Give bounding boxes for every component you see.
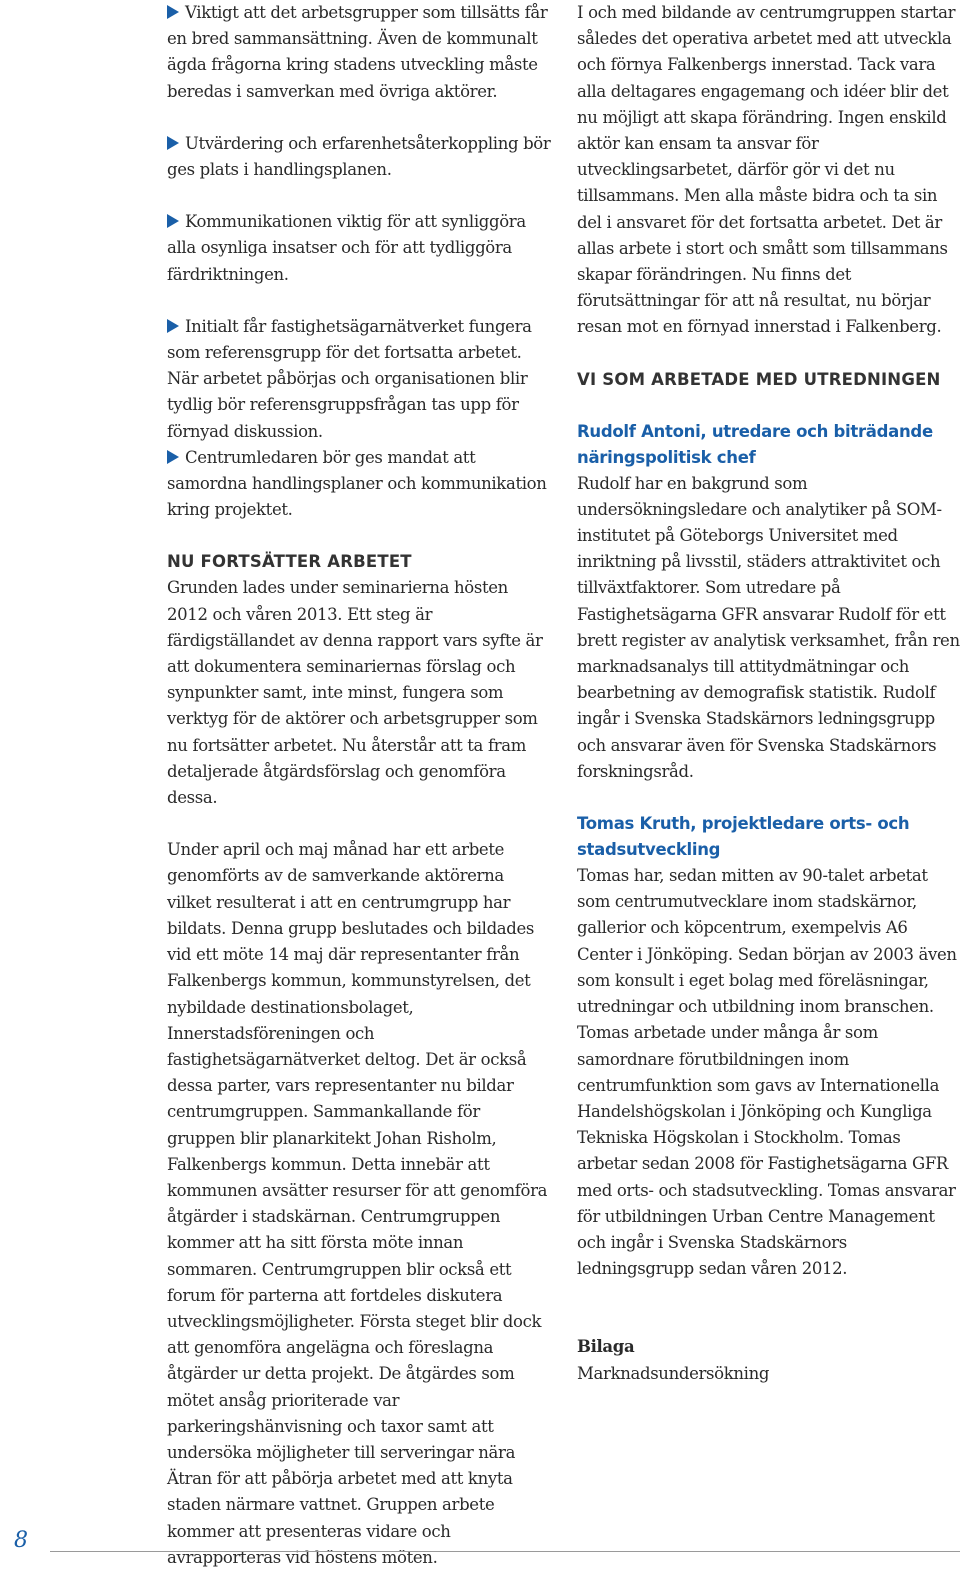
triangle-bullet-icon — [167, 214, 179, 228]
section-heading: NU FORTSÄTTER ARBETET — [167, 552, 412, 572]
bullet-item — [167, 314, 552, 445]
bullet-item — [167, 209, 552, 288]
body-paragraph: Under april och maj månad har ett arbete genomförts av de samverkande aktörerna vilket resulterat i att en centrumgrupp har bildats. Denna grupp beslutades och bildades vid ett möte 14 maj där representanter från Falkenbergs kommun, kommunstyrelsen, det nybildade destinationsbolaget, Innerstadsföreningen och fastighetsägarnätverket deltog. Det är också dessa parter, vars representanter nu bildar centrumgruppen. Sammankallande för gruppen blir planarkitekt Johan Risholm, Falkenbergs kommun. Detta innebär att kommunen avsätter resurser för att genomföra åtgärder i stadskärnan. Centrumgruppen kommer att ha sitt första möte innan sommaren. Centrumgruppen blir också ett forum för parterna att fortdeles diskutera utvecklingsmöjligheter. Första steget blir dock att genomföra angelägna och föreslagna åtgärder ur detta projekt. De åtgärdes som mötet ansåg prioriterade var parkeringshänvisning och taxor samt att undersöka möjligheter till serveringar nära Ätran för att påbörja arbetet med att knyta staden närmare vattnet. Gruppen arbete kommer att presenteras vidare och avrapporteras vid höstens möten. — [167, 840, 548, 1567]
body-paragraph: I och med bildande av centrumgruppen startar således det operativa arbetet med att utveckla och förnya Falkenbergs innerstad. Tack vara alla deltagares engagemang och idéer blir det nu möjligt att skapa förändring. Ingen enskild aktör kan ensam ta ansvar för utvecklingsarbetet, därför gör vi det nu tillsammans. Men alla måste bidra och ta sin del i ansvaret för det fortsatta arbetet. Det är allas arbete i stort och smått som tillsammans skapar förändringen. Nu finns det förutsättningar för att nå resultat, nu börjar resan mot en förnyad innerstad i Falkenberg. — [577, 3, 956, 337]
bullet-item — [167, 0, 552, 105]
triangle-bullet-icon — [167, 450, 179, 464]
bullet-text: Utvärdering och erfarenhetsåterkoppling bör ges plats i handlingsplanen. — [167, 133, 551, 180]
bullet-item — [167, 445, 552, 524]
left-column — [167, 0, 552, 1571]
person-bio: Rudolf har en bakgrund som undersökningsledare och analytiker på SOM-institutet på Göteborgs Universitet med inriktning på livsstil, städers attraktivitet och tillväxtfaktorer. Som utredare på Fastighetsägarna GFR ansvarar Rudolf för ett brett register av analytisk verksamhet, från ren marknadsanalys till attitydmätningar och bearbetning av demografisk statistik. Rudolf ingår i Svenska Stadskärnors ledningsgrupp och ansvarar även för Svenska Stadskärnors forskningsråd. — [577, 473, 960, 781]
body-paragraph: Grunden lades under seminarierna hösten 2012 och våren 2013. Ett steg är färdigställandet av denna rapport vars syfte är att dokumentera seminariernas förslag och synpunkter samt, inte minst, fungera som verktyg för de aktörer och arbetsgrupper som nu fortsätter arbetet. Nu återstår att ta fram detaljerade åtgärdsförslag och genomföra dessa. — [167, 578, 543, 808]
section-heading: VI SOM ARBETADE MED UTREDNINGEN — [577, 369, 941, 389]
bullet-text: Viktigt att det arbetsgrupper som tillsätts får en bred sammansättning. Även de kommunalt ägda frågorna kring stadens utveckling måste beredas i samverkan med övriga aktörer. — [167, 3, 548, 101]
bullet-item — [167, 131, 552, 183]
page-number: 8 — [14, 1528, 28, 1553]
appendix-title: Bilaga — [577, 1337, 635, 1357]
appendix-item: Marknadsundersökning — [577, 1363, 770, 1383]
person-title: Rudolf Antoni, utredare och biträdande näringspolitisk chef — [577, 421, 933, 467]
bullet-text: Kommunikationen viktig för att synliggöra alla osynliga insatser och för att tydliggöra färdriktningen. — [167, 212, 526, 284]
triangle-bullet-icon — [167, 5, 179, 19]
footer-divider — [50, 1551, 960, 1552]
bullet-text: Initialt får fastighetsägarnätverket fungera som referensgrupp för det fortsatta arbetet. När arbetet påbörjas och organisationen blir tydlig bör referensgruppsfrågan tas upp för förnyad diskussion. — [167, 316, 532, 441]
bullet-text: Centrumledaren bör ges mandat att samordna handlingsplaner och kommunikation kring projektet. — [167, 447, 547, 520]
person-title: Tomas Kruth, projektledare orts- och stadsutveckling — [577, 814, 910, 860]
person-bio: Tomas har, sedan mitten av 90-talet arbetat som centrumutvecklare inom stadskärnor, gallerior och köpcentrum, exempelvis A6 Center i Jönköping. Sedan början av 2003 även som konsult i eget bolag med föreläsningar, utredningar och utbildning inom branschen. Tomas arbetade under många år som samordnare förutbildningen inom centrumfunktion som gavs av Internationella Handelshögskolan i Jönköping och Kungliga Tekniska Högskolan i Stockholm. Tomas arbetar sedan 2008 för Fastighetsägarna GFR med orts- och stadsutveckling. Tomas ansvarar för utbildningen Urban Centre Management och ingår i Svenska Stadskärnors ledningsgrupp sedan våren 2012. — [577, 866, 957, 1279]
triangle-bullet-icon — [167, 319, 179, 333]
right-column — [577, 0, 960, 1387]
triangle-bullet-icon — [167, 136, 179, 150]
